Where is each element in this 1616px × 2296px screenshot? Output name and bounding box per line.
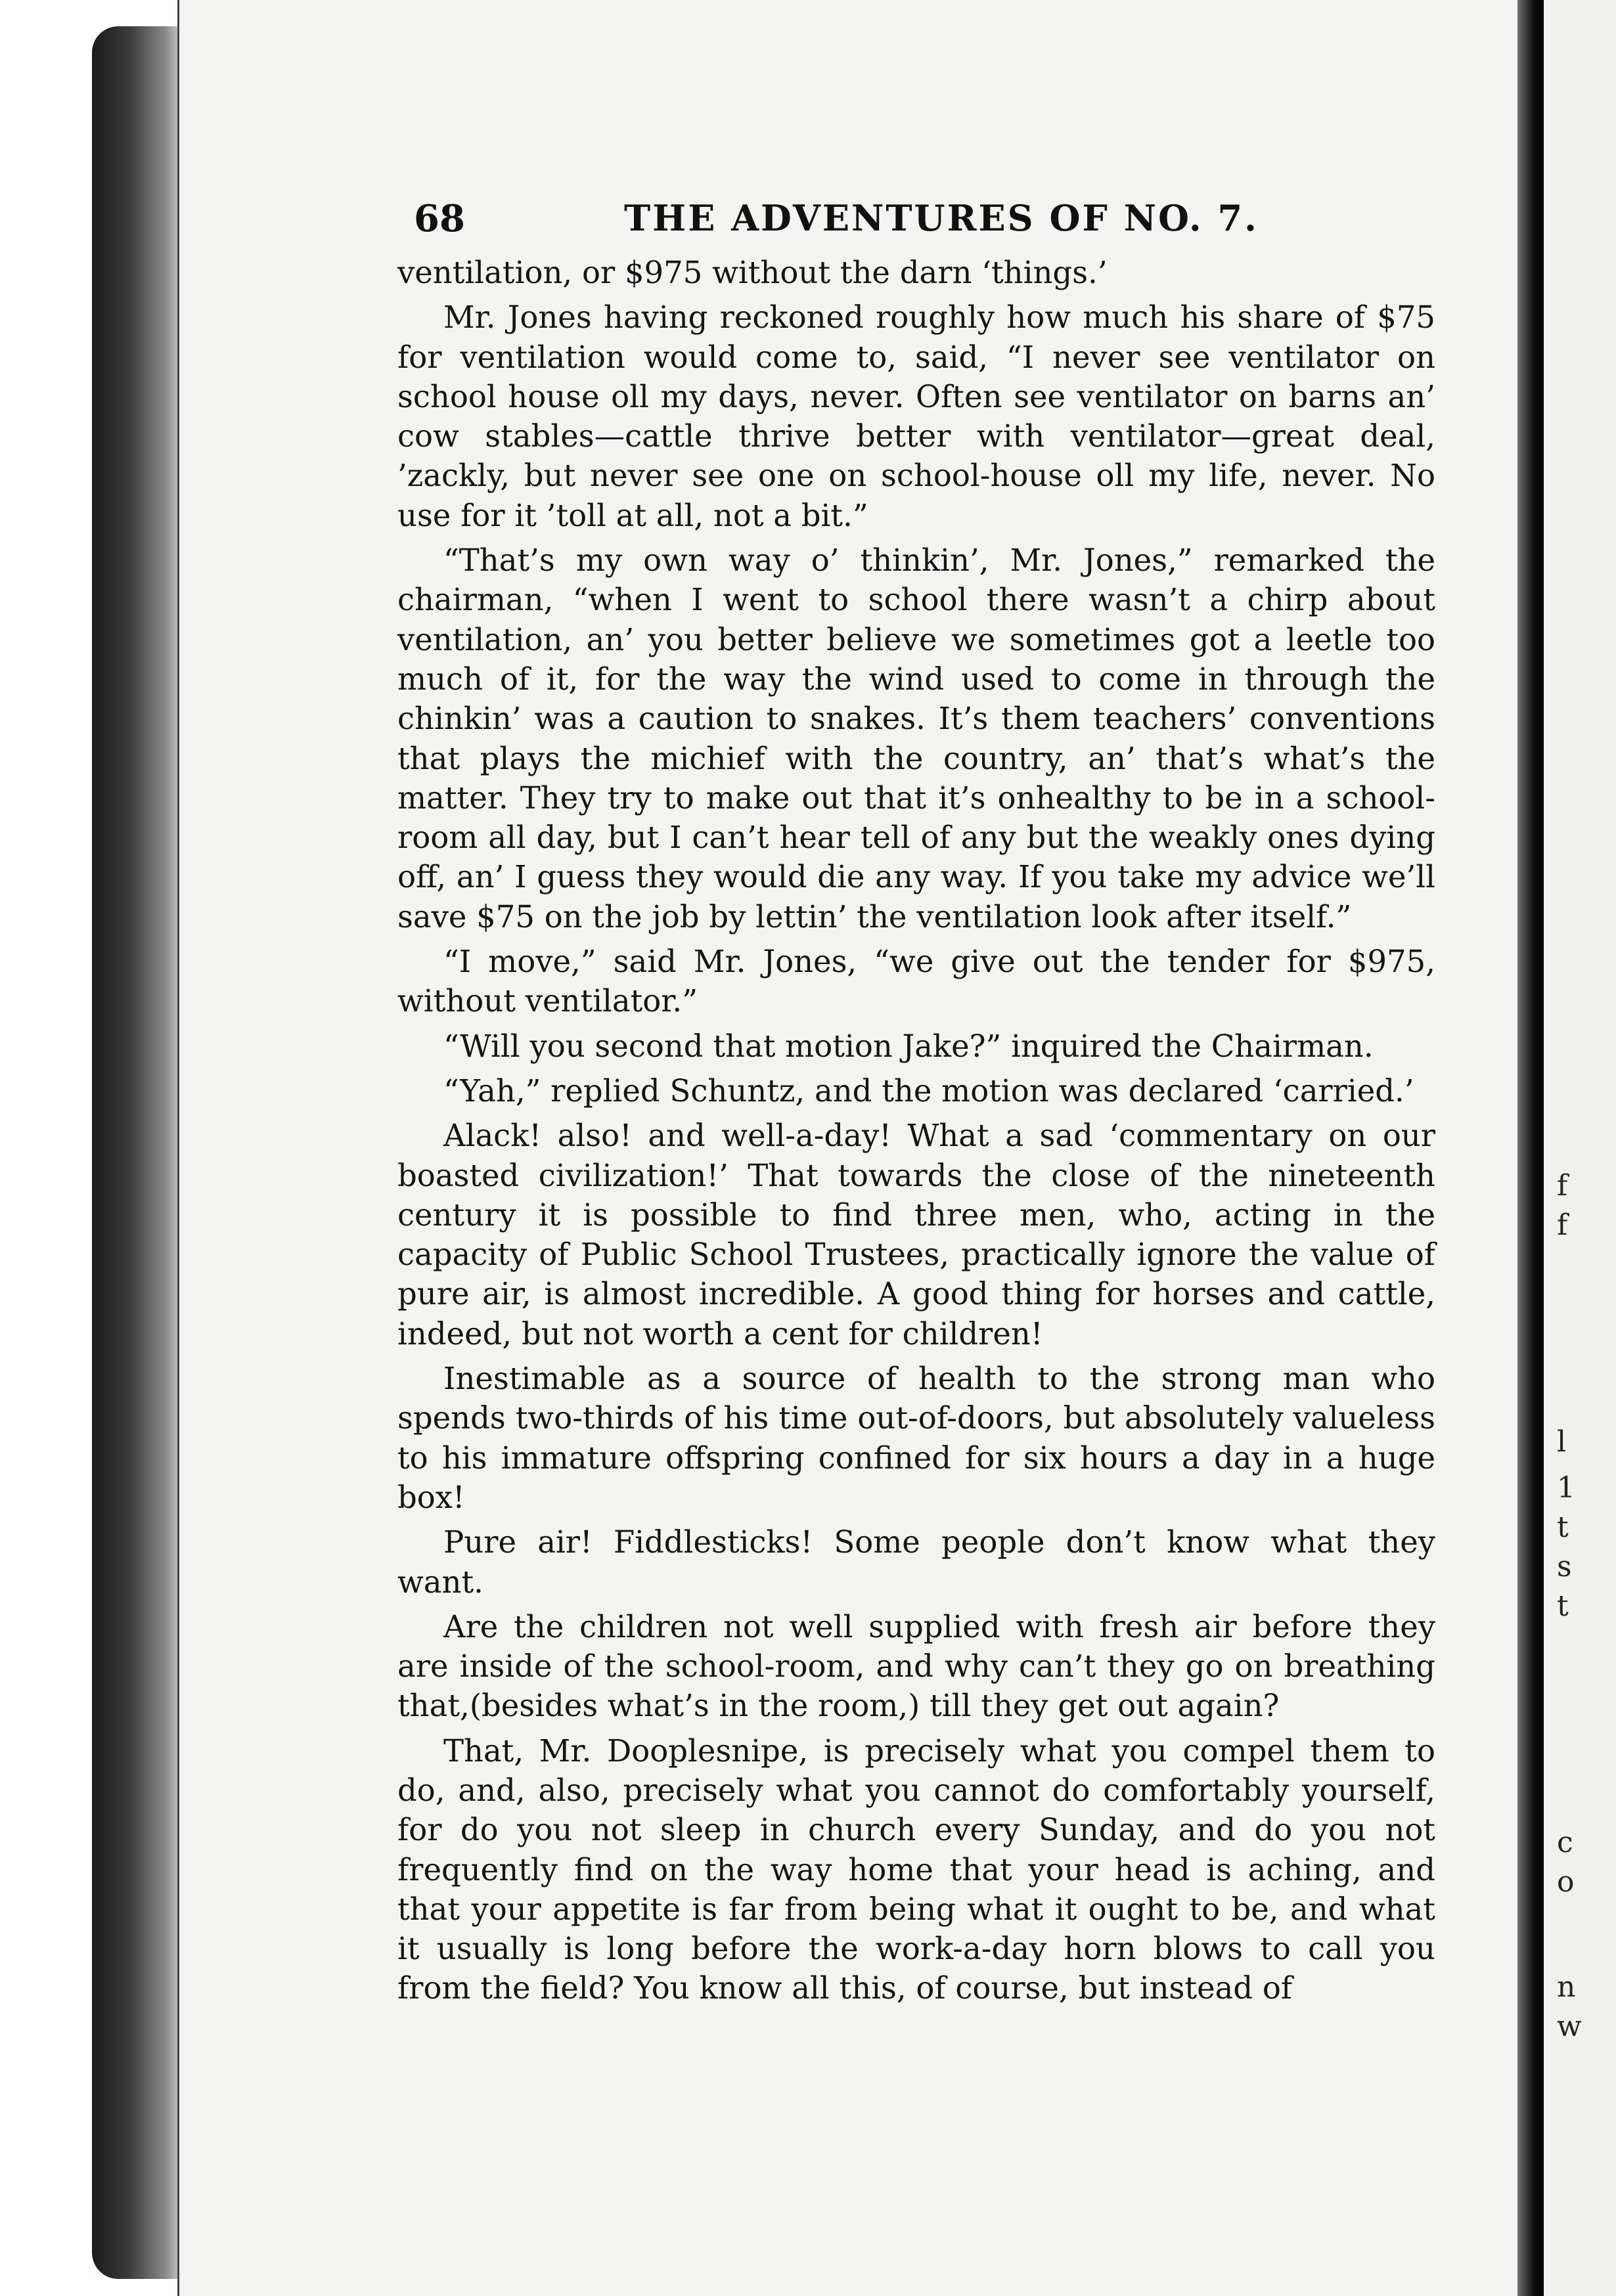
paragraph: Pure air! Fiddlesticks! Some people don’t know what they want. bbox=[397, 1524, 1435, 1600]
adjacent-page-fragment: l bbox=[1557, 1425, 1567, 1459]
book-binding-edge bbox=[92, 26, 184, 2279]
paragraph: “I move,” said Mr. Jones, “we give out the tender for $975, without ventilator.” bbox=[397, 944, 1435, 1019]
adjacent-page-fragment: s bbox=[1557, 1550, 1572, 1583]
page-number: 68 bbox=[414, 197, 465, 240]
adjacent-page-edge bbox=[1544, 0, 1616, 2296]
paragraph: “That’s my own way o’ thinkin’, Mr. Jones,” remarked the chairman, “when I went to school there wasn’t a chirp about ventilation, an’ you better believe we sometimes got a leetle too much of it, for the way the wind used to come in through the chinkin’ was a caution to snakes. It’s them teachers’ conventions that plays the michief with the country, an’ that’s what’s the matter. They try to make out that it’s onhealthy to be in a school-room all day, but I can’t hear tell of any but the weakly ones dying off, an’ I guess they would die any way. If you take my advice we’ll save $75 on the job by lettin’ the ventilation look after itself.” bbox=[397, 542, 1435, 935]
body-text bbox=[397, 253, 1435, 2014]
adjacent-page-fragment: f bbox=[1557, 1169, 1568, 1203]
paragraph: ventilation, or $975 without the darn ‘things.’ bbox=[397, 255, 1108, 290]
adjacent-page-fragment: t bbox=[1557, 1589, 1569, 1623]
page-header bbox=[414, 197, 1425, 250]
adjacent-page-fragment: c bbox=[1557, 1826, 1573, 1859]
paragraph: Inestimable as a source of health to the strong man who spends two-thirds of his time out-of-doors, but absolutely valueless to his immature offspring confined for six hours a day in a huge box! bbox=[397, 1361, 1435, 1515]
adjacent-page-fragment: f bbox=[1557, 1208, 1568, 1242]
adjacent-page-fragment: t bbox=[1557, 1511, 1569, 1544]
paragraph: Mr. Jones having reckoned roughly how much his share of $75 for ventilation would come to, said, “I never see ventilator on school house oll my days, never. Often see ventilator on barns an’ cow stables—cattle thrive better with ventilator—great deal, ’zackly, but never see one on school-house oll my life, never. No use for it ’toll at all, not a bit.” bbox=[397, 299, 1435, 533]
adjacent-page-fragment: o bbox=[1557, 1865, 1575, 1899]
paragraph: “Will you second that motion Jake?” inquired the Chairman. bbox=[443, 1028, 1374, 1064]
paragraph: That, Mr. Dooplesnipe, is precisely what you compel them to do, and, also, precisely what you cannot do comfortably yourself, for do you not sleep in church every Sunday, and do you not frequently find on the way home that your head is aching, and that your appetite is far from being what it ought to be, and what it usually is long before the work-a-day horn blows to call you from the field? You know all this, of course, but instead of bbox=[397, 1733, 1435, 2006]
adjacent-page-fragment: 1 bbox=[1557, 1471, 1575, 1505]
paragraph: Alack! also! and well-a-day! What a sad ‘commentary on our boasted civilization!’ That towards the close of the nineteenth century it is possible to find three men, who, acting in the capacity of Public School Trustees, practically ignore the value of pure air, is almost incredible. A good thing for horses and cattle, indeed, but not worth a cent for children! bbox=[397, 1118, 1435, 1352]
adjacent-page-fragment: n bbox=[1557, 1970, 1576, 2004]
adjacent-page-fragment: w bbox=[1557, 2010, 1582, 2043]
paragraph: Are the children not well supplied with fresh air before they are inside of the school-room, and why can’t they go on breathing that,(besides what’s in the room,) till they get out again? bbox=[397, 1608, 1435, 1724]
paragraph: “Yah,” replied Schuntz, and the motion was declared ‘carried.’ bbox=[443, 1072, 1414, 1109]
page-gutter bbox=[1517, 0, 1544, 2296]
running-title: THE ADVENTURES OF NO. 7. bbox=[624, 197, 1259, 239]
